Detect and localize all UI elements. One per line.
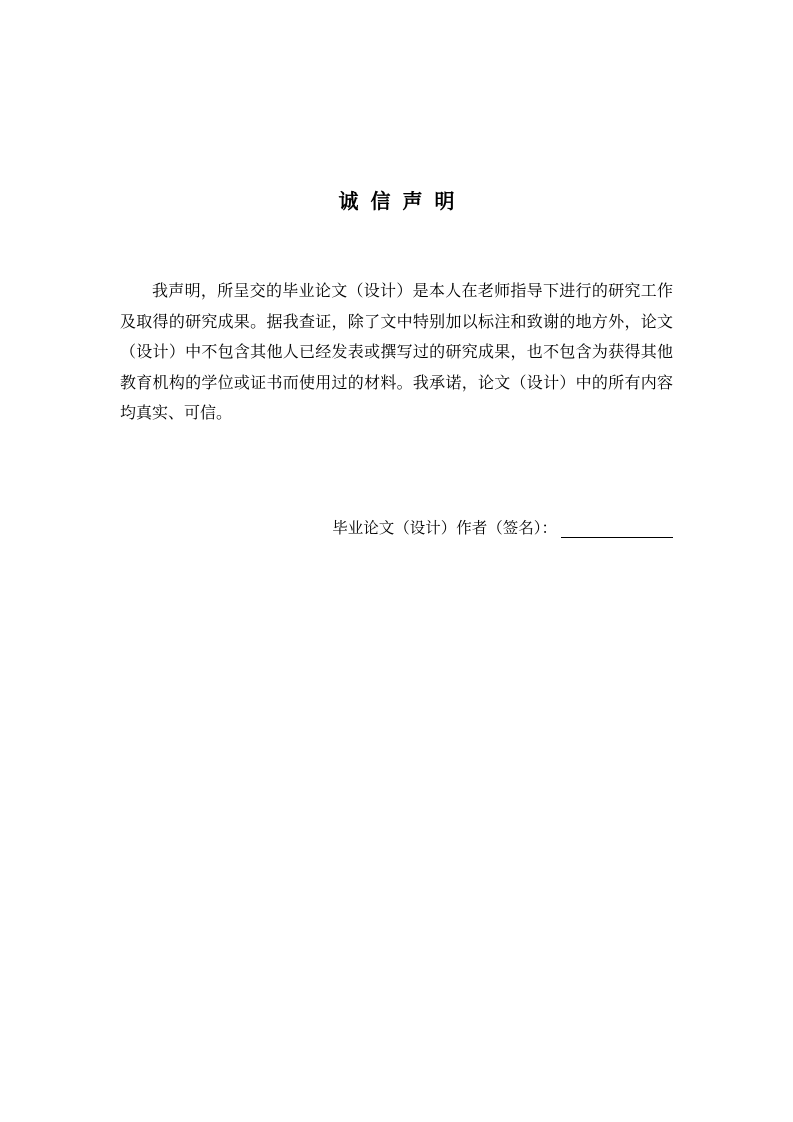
signature-line	[332, 518, 673, 538]
signature-blank	[561, 519, 673, 538]
statement-paragraph: 我声明，所呈交的毕业论文（设计）是本人在老师指导下进行的研究工作及取得的研究成果。据我查证，除了文中特别加以标注和致谢的地方外，论文（设计）中不包含其他人已经发表或撰写过的研究成果，也不包含为获得其他教育机构的学位或证书而使用过的材料。我承诺，论文（设计）中的所有内容均真实、可信。	[120, 281, 673, 422]
signature-label: 毕业论文（设计）作者（签名）：	[332, 519, 557, 537]
page-title: 诚信声明	[338, 189, 467, 213]
